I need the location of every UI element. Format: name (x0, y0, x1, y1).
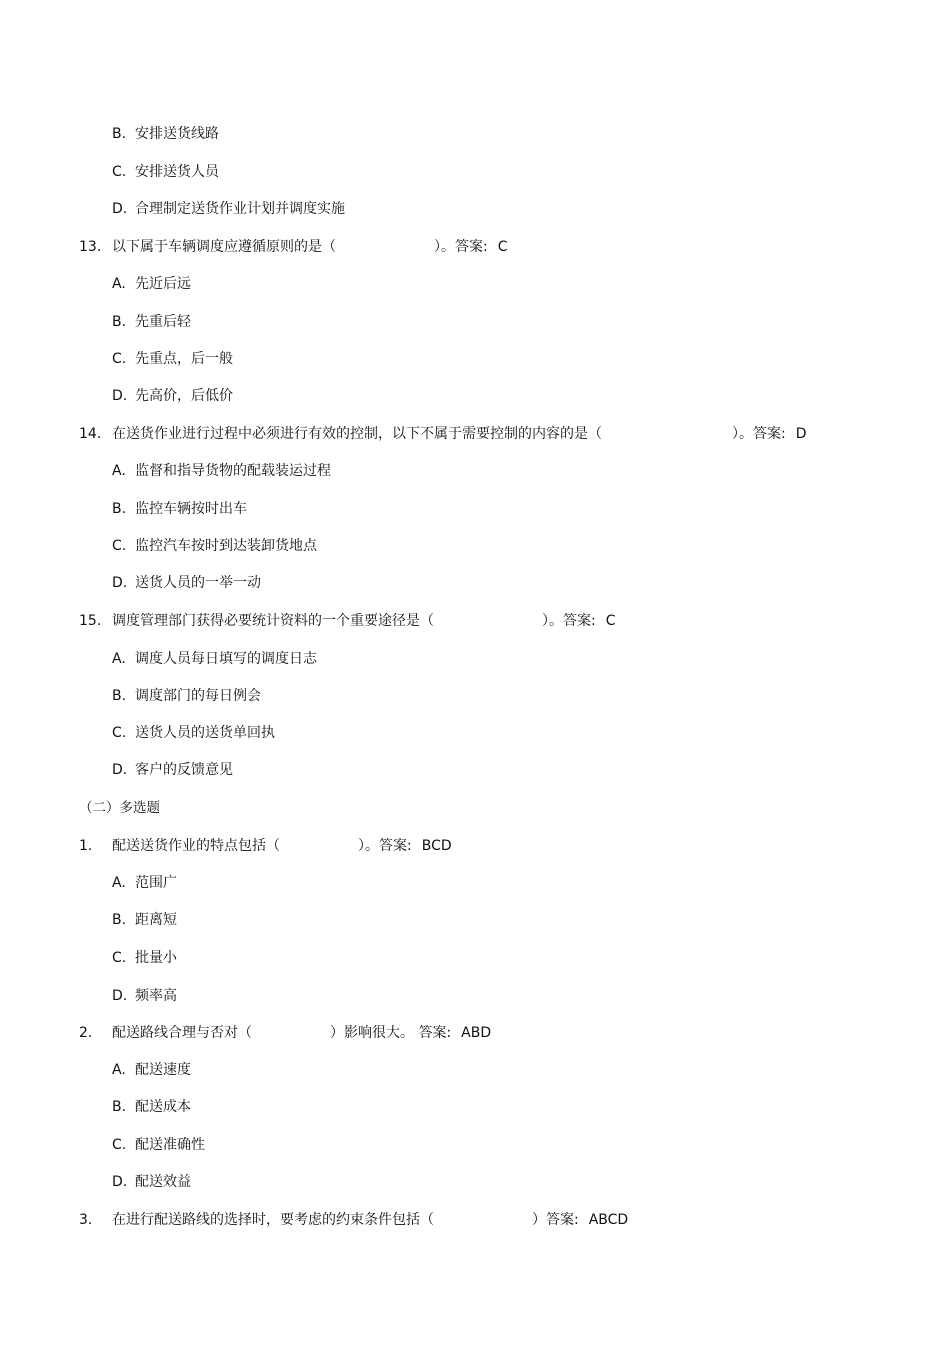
question-number: 13. (79, 239, 102, 255)
option-d: D. 合理制定送货作业计划并调度实施 (112, 201, 345, 217)
option-a: A. 配送速度 (112, 1062, 191, 1078)
question-14: 在送货作业进行过程中必须进行有效的控制，以下不属于需要控制的内容的是（ ）。答案: D (112, 426, 807, 442)
answer-value: D (795, 426, 807, 442)
option-d: D. 配送效益 (112, 1174, 191, 1190)
option-a: A. 调度人员每日填写的调度日志 (112, 651, 317, 667)
option-c: C. 监控汽车按时到达装卸货地点 (112, 538, 317, 554)
multi-question-3: 在进行配送路线的选择时，要考虑的约束条件包括（ ）答案: ABCD (112, 1212, 629, 1228)
option-b: B. 监控车辆按时出车 (112, 501, 247, 517)
option-d: D. 客户的反馈意见 (112, 762, 233, 778)
question-number: 3. (79, 1212, 93, 1228)
answer-value: ABD (461, 1025, 492, 1041)
option-c: C. 批量小 (112, 950, 177, 966)
question-number: 15. (79, 613, 102, 629)
option-d: D. 频率高 (112, 988, 177, 1004)
option-d: D. 送货人员的一举一动 (112, 575, 261, 591)
answer-value: C (497, 239, 508, 255)
question-15: 调度管理部门获得必要统计资料的一个重要途径是（ ）。答案: C (112, 613, 616, 629)
option-d: D. 先高价，后低价 (112, 388, 233, 404)
option-c: C. 安排送货人员 (112, 164, 219, 180)
option-a: A. 先近后远 (112, 276, 191, 292)
answer-value: BCD (421, 838, 452, 854)
option-c: C. 配送准确性 (112, 1137, 205, 1153)
option-b: B. 距离短 (112, 912, 177, 928)
section-title: （二）多选题 (79, 800, 160, 816)
multi-question-1: 配送送货作业的特点包括（ ）。答案: BCD (112, 838, 452, 854)
question-number: 1. (79, 838, 93, 854)
multi-question-2: 配送路线合理与否对（ ）影响很大。 答案: ABD (112, 1025, 492, 1041)
option-b: B. 先重后轻 (112, 314, 191, 330)
question-number: 14. (79, 426, 102, 442)
option-a: A. 范围广 (112, 875, 177, 891)
answer-value: ABCD (588, 1212, 629, 1228)
option-a: A. 监督和指导货物的配载装运过程 (112, 463, 331, 479)
option-b: B. 安排送货线路 (112, 126, 219, 142)
option-b: B. 配送成本 (112, 1099, 191, 1115)
question-number: 2. (79, 1025, 93, 1041)
option-c: C. 先重点，后一般 (112, 351, 233, 367)
answer-value: C (605, 613, 616, 629)
option-c: C. 送货人员的送货单回执 (112, 725, 275, 741)
question-13: 以下属于车辆调度应遵循原则的是（ ）。答案: C (112, 239, 508, 255)
option-b: B. 调度部门的每日例会 (112, 688, 261, 704)
